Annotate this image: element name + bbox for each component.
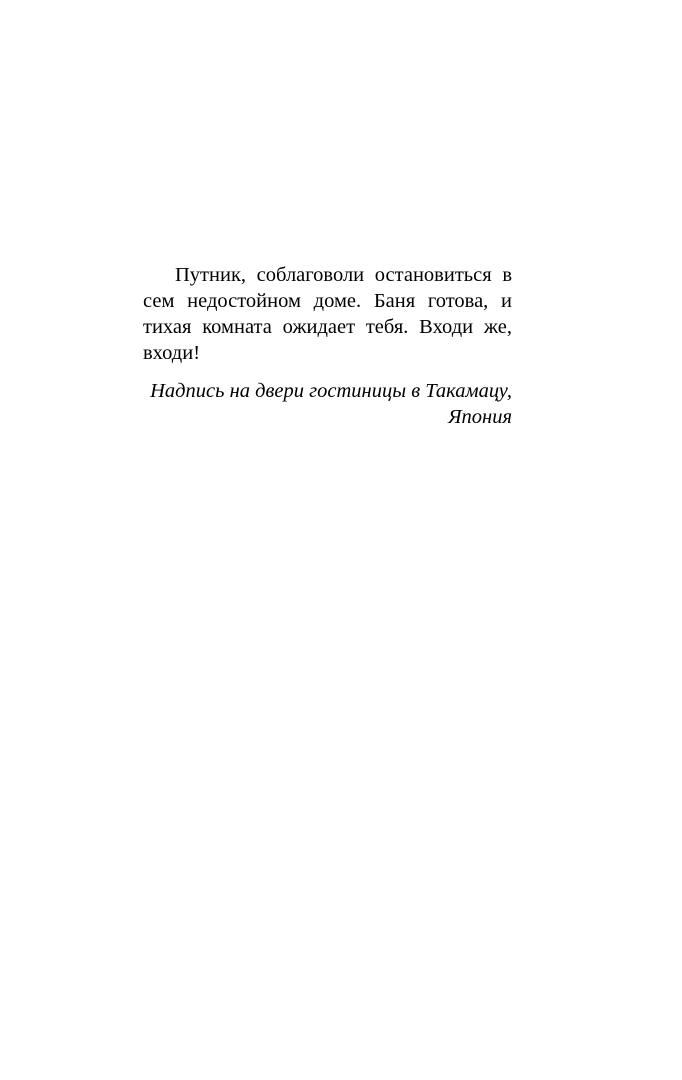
- epigraph-quote: [143, 262, 512, 366]
- quote-line: сем недостойном доме. Баня готова, и: [143, 290, 512, 312]
- quote-line: тихая комната ожидает тебя. Входи же,: [143, 316, 512, 338]
- epigraph-attribution: [143, 378, 512, 430]
- quote-line: Путник, соблаговоли остановиться в: [175, 264, 512, 286]
- quote-line: входи!: [143, 342, 201, 364]
- attribution-line: Япония: [448, 406, 512, 428]
- epigraph: [143, 262, 512, 430]
- attribution-line: Надпись на двери гостиницы в Такамацу,: [150, 380, 512, 402]
